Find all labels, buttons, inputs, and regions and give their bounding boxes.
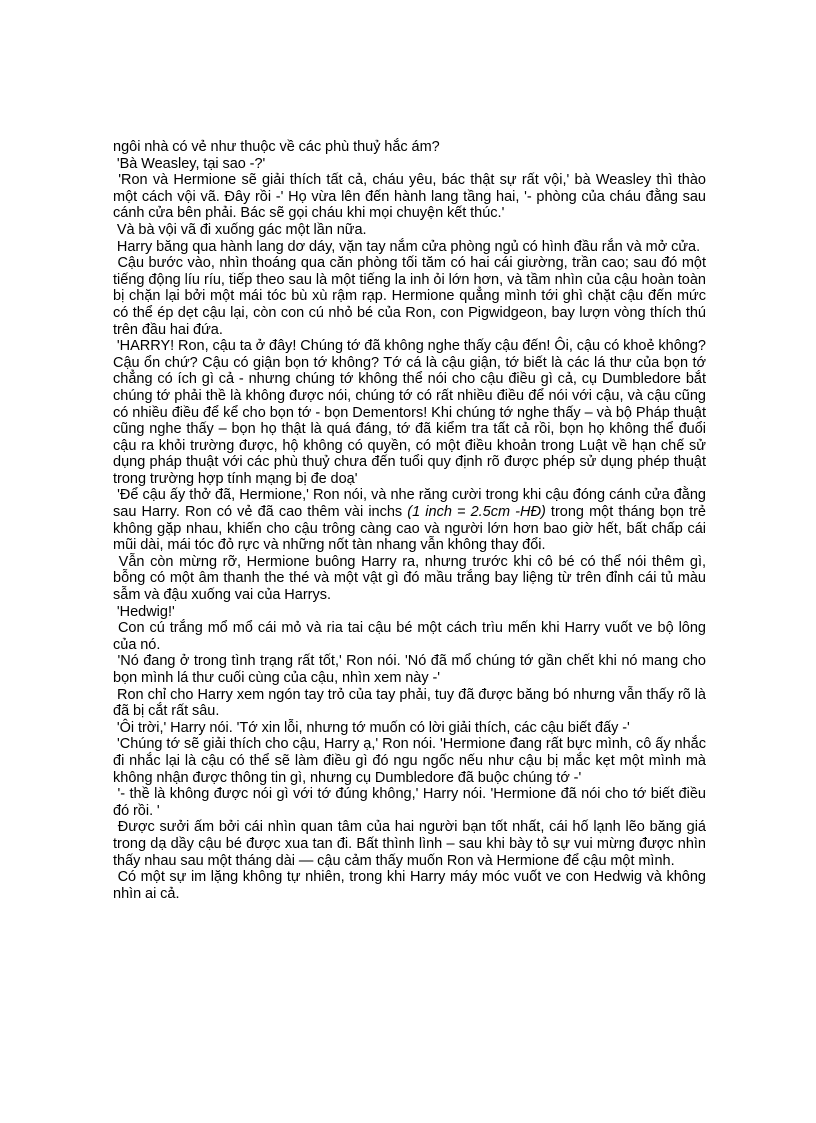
paragraph: Vẫn còn mừng rỡ, Hermione buông Harry ra, nhưng trước khi cô bé có thể nói thêm gì, bỗng có một âm thanh the thé và một vật gì đó mầu trắng bay liệng từ trên đỉnh cái tủ màu sẫm và đậu xuống vai của Harrys.	[113, 553, 710, 604]
paragraph: 'Chúng tớ sẽ giải thích cho cậu, Harry ạ,' Ron nói. 'Hermione đang rất bực mình, cô ấy nhắc đi nhắc lại là cậu có thể sẽ làm điều gì đó ngu ngốc nếu như cậu bị mắc kẹt một mình mà không nhận được thông tin gì, nhưng cụ Dumbledore đã buộc chúng tớ -'	[113, 736, 710, 786]
paragraph: 'Nó đang ở trong tình trạng rất tốt,' Ron nói. 'Nó đã mổ chúng tớ gần chết khi nó mang cho bọn mình lá thư cuối cùng của cậu, nhìn xem này -'	[113, 653, 710, 686]
paragraph: Và bà vội vã đi xuống gác một lần nữa.	[113, 221, 367, 238]
paragraph: 'Hedwig!'	[113, 603, 175, 620]
paragraph: ngôi nhà có vẻ như thuộc về các phù thuỷ hắc ám?	[113, 139, 440, 155]
paragraph: Harry băng qua hành lang dơ dáy, vặn tay nắm cửa phòng ngủ có hình đầu rắn và mở cửa.	[113, 238, 701, 255]
paragraph: 'Ôi trời,' Harry nói. 'Tớ xin lỗi, nhưng tớ muốn có lời giải thích, các cậu biết đấy -'	[113, 719, 630, 736]
paragraph: Ron chỉ cho Harry xem ngón tay trỏ của tay phải, tuy đã được băng bó nhưng vẫn thấy rõ là đã bị cắt rất sâu.	[113, 686, 710, 720]
inline-italic-translator-note: (1 inch = 2.5cm -HĐ)	[407, 504, 546, 521]
paragraph: Cậu bước vào, nhìn thoáng qua căn phòng tối tăm có hai cái giường, trần cao; sau đó một tiếng động líu ríu, tiếp theo sau là một tiếng la inh ỏi lớn hơn, và tầm nhìn của cậu hoàn toàn bị chặn lại bởi một mái tóc bù xù rậm rạp. Hermione quẳng mình tới ghì chặt cậu đến mức có thể ép dẹt cậu lại, còn con cú nhỏ bé của Ron, con Pigwidgeon, bay lượn vòng thích thú trên đầu hai đứa.	[113, 255, 710, 338]
paragraph: 'Ron và Hermione sẽ giải thích tất cả, cháu yêu, bác thật sự rất vội,' bà Weasley thì thào một cách vội vã. Đây rồi -' Họ vừa lên đến hành lang tầng hai, '- phòng của cháu đằng sau cánh cửa bên phải. Bác sẽ gọi cháu khi mọi chuyện kết thúc.'	[113, 172, 710, 222]
paragraph-text-before-note: 'Để cậu ấy thở đã, Hermione,' Ron nói, và nhe răng cười trong khi cậu đóng cánh cửa đằng sau Harry. Ron có vẻ đã cao thêm vài inchs	[113, 487, 710, 521]
paragraph: Được sưởi ấm bởi cái nhìn quan tâm của hai người bạn tốt nhất, cái hố lạnh lẽo băng giá trong dạ dầy cậu bé được xua tan đi. Bất thình lình – sau khi bày tỏ sự vui mừng được nhìn thấy nhau sau một tháng dài — cậu cảm thấy muốn Ron và Hermione để cậu một mình.	[113, 819, 710, 869]
paragraph-text-after-note: trong một tháng bọn trẻ không gặp nhau, khiến cho cậu trông càng cao và người lớn hơn bao giờ hết, bất chấp cái mũi dài, mái tóc đỏ rực và những nốt tàn nhang vẫn không thay đổi.	[113, 504, 710, 554]
paragraph: Con cú trắng mổ mổ cái mỏ và ria tai cậu bé một cách trìu mến khi Harry vuốt ve bộ lông của nó.	[113, 620, 710, 653]
paragraph	[113, 487, 710, 554]
paragraph: '- thề là không được nói gì với tớ đúng không,' Harry nói. 'Hermione đã nói cho tớ biết điều đó rồi. '	[113, 786, 710, 819]
paragraph: 'HARRY! Ron, cậu ta ở đây! Chúng tớ đã không nghe thấy cậu đến! Ôi, cậu có khoẻ không? Cậu ổn chứ? Cậu có giận bọn tớ không? Tớ cá là cậu giận, tớ biết là các lá thư của bọn tớ chẳng có ích gì cả - nhưng chúng tớ không thể nói cho cậu điều gì cả, cụ Dumbledore bắt chúng tớ phải thề là không được nói, chúng tớ có rất nhiều điều để nói với cậu, và cậu cũng có nhiều điều để kể cho bọn tớ - bọn Dementors! Khi chúng tớ nghe thấy – và bộ Pháp thuật cũng nghe thấy – bọn họ thật là quá đáng, tớ đã kiểm tra tất cả rồi, bọn họ không thể đuổi cậu ra khỏi trường được, hộ không có quyền, có một điều khoản trong Luật về hạn chế sử dụng pháp thuật với các phù thuỷ chưa đến tuổi quy định rõ được phép sử dụng phép thuật trong trường hợp tính mạng bị đe doạ'	[113, 338, 710, 487]
paragraph: Có một sự im lặng không tự nhiên, trong khi Harry máy móc vuốt ve con Hedwig và không nhìn ai cả.	[113, 869, 710, 902]
paragraph: 'Bà Weasley, tại sao -?'	[113, 155, 266, 172]
